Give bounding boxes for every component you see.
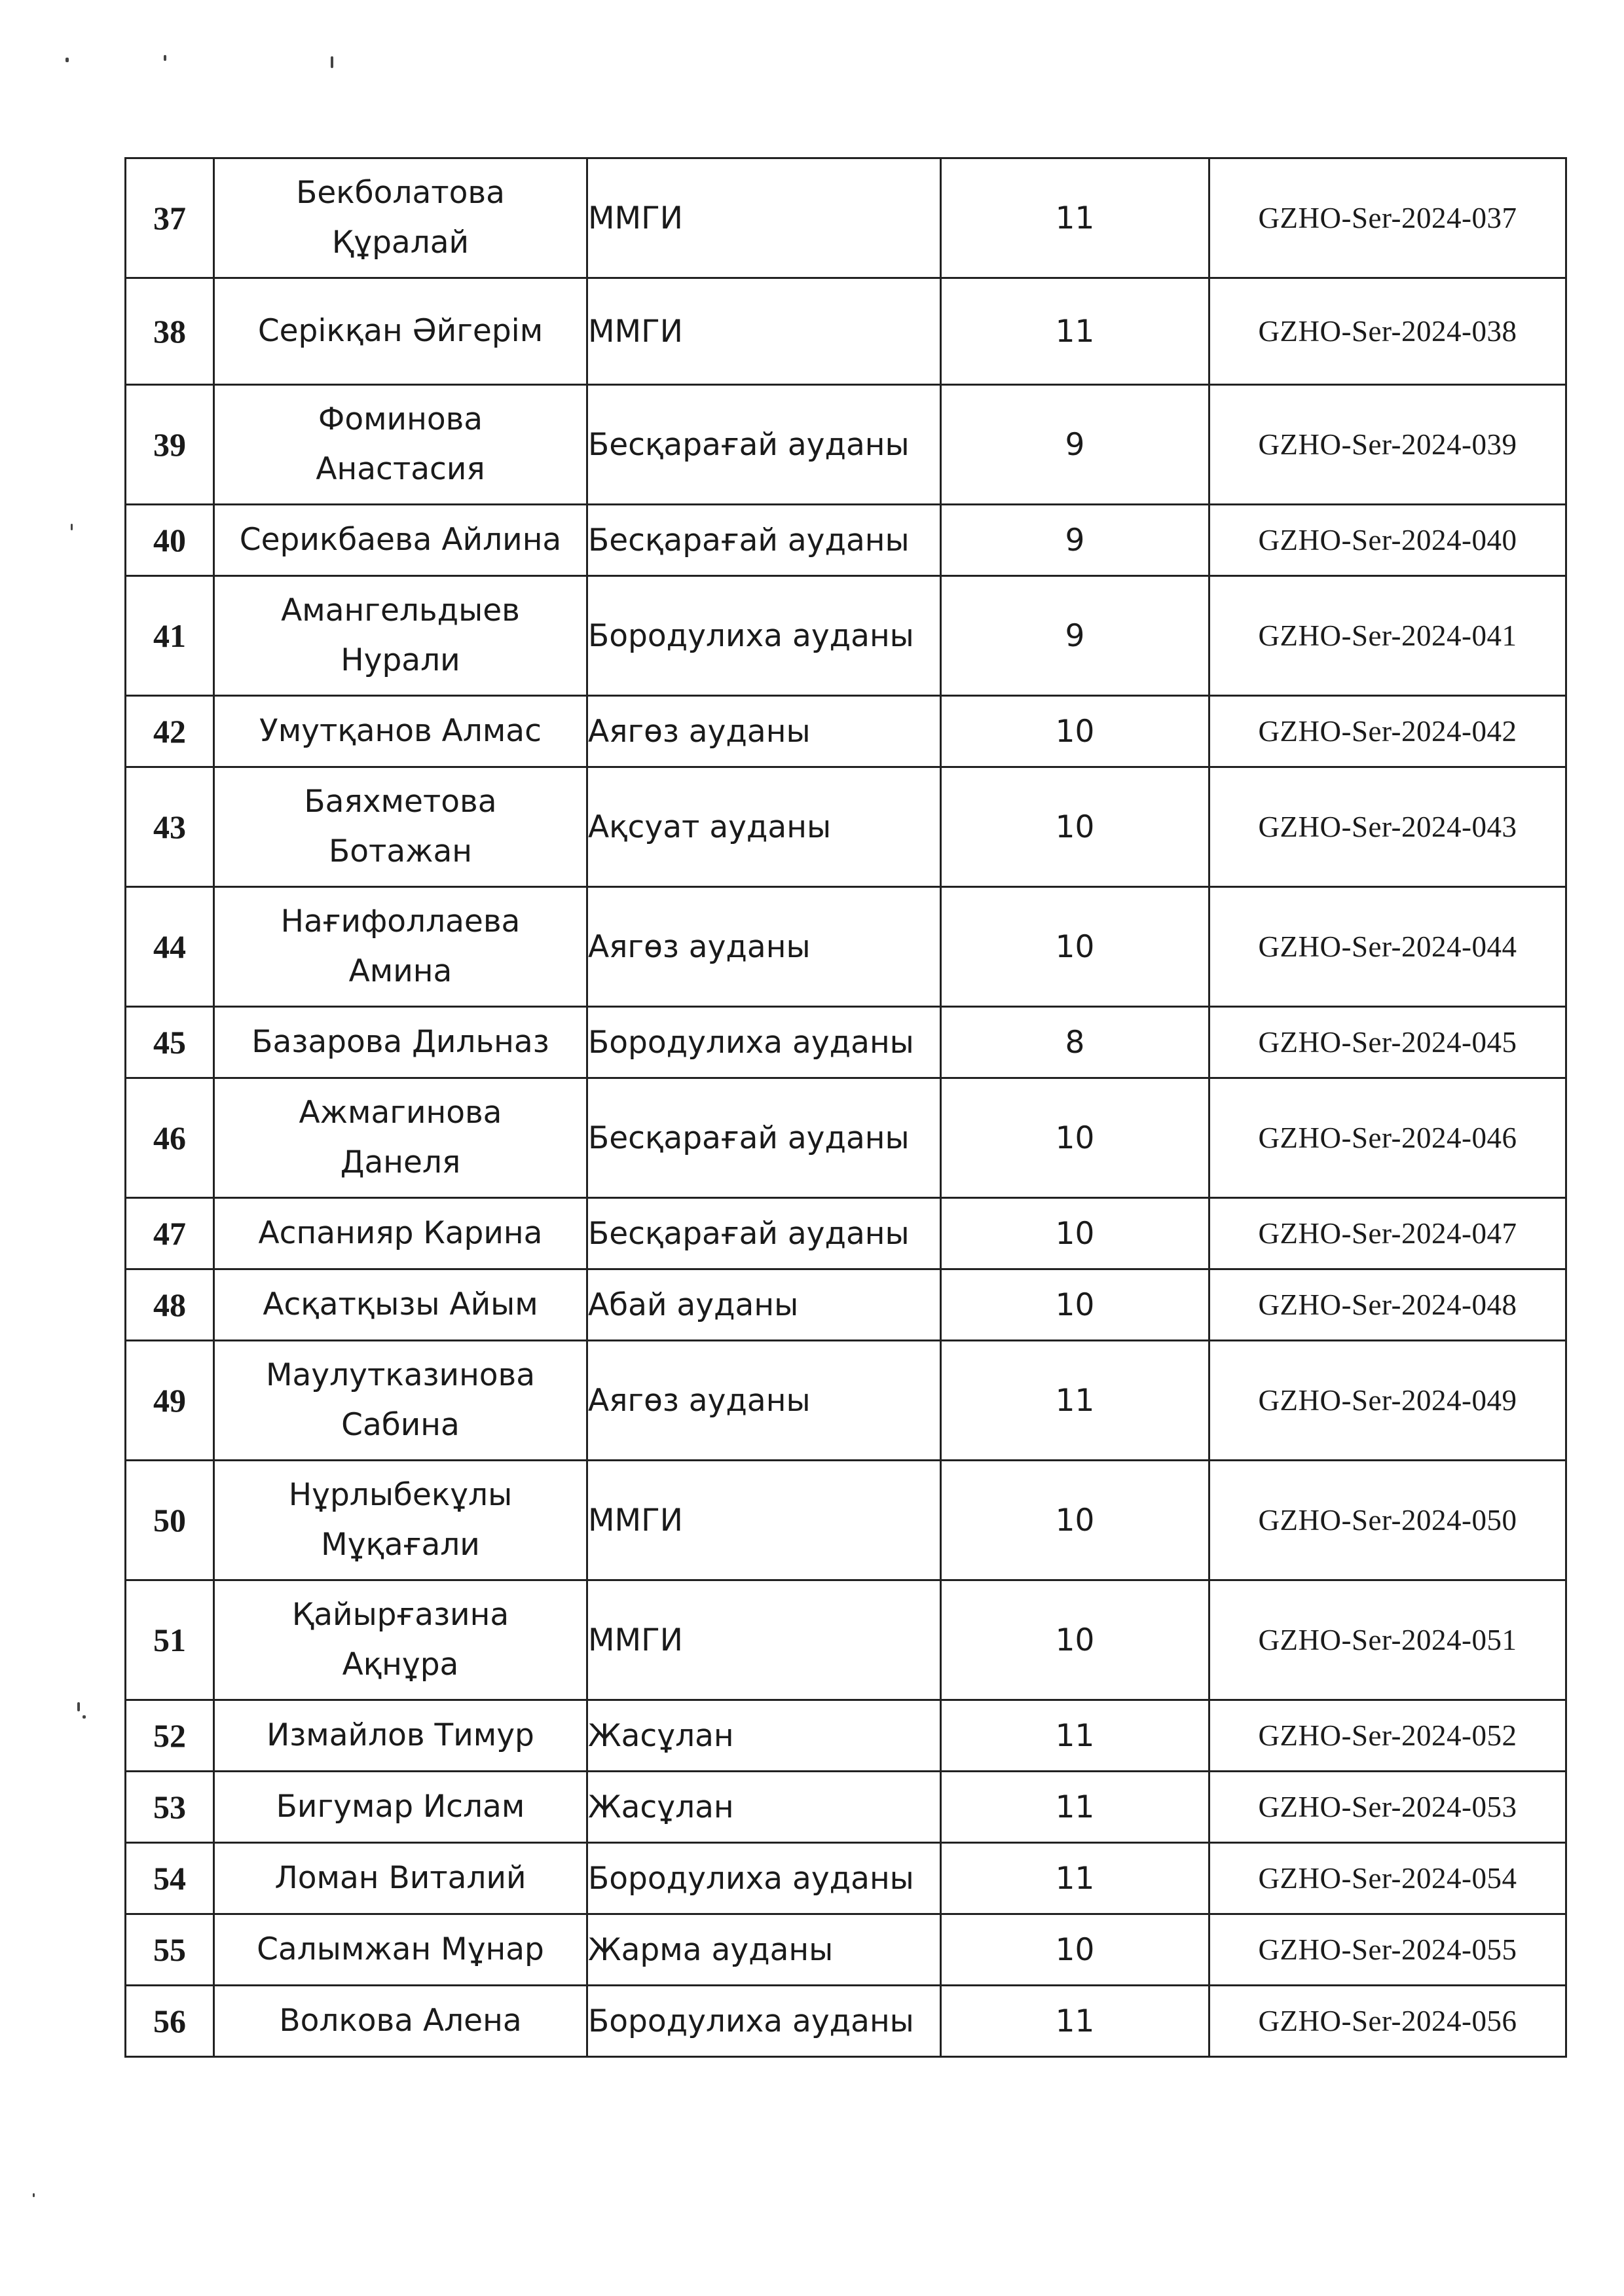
row-number: 42	[126, 696, 214, 767]
scan-speck	[33, 2193, 35, 2197]
registration-code: GZHO-Ser-2024-039	[1209, 385, 1566, 505]
participant-name: Баяхметова Ботажан	[214, 767, 587, 887]
row-number: 51	[126, 1580, 214, 1700]
grade: 11	[941, 158, 1209, 278]
district: Аягөз ауданы	[587, 696, 941, 767]
grade: 10	[941, 1198, 1209, 1269]
participant-name: Амангельдыев Нурали	[214, 576, 587, 696]
participant-name: Асқатқызы Айым	[214, 1269, 587, 1341]
table-row	[126, 1914, 1566, 1986]
participant-name: Серикбаева Айлина	[214, 505, 587, 576]
table-row	[126, 1986, 1566, 2057]
row-number: 40	[126, 505, 214, 576]
scan-speck	[77, 1702, 80, 1711]
row-number: 38	[126, 278, 214, 385]
district: Бесқарағай ауданы	[587, 505, 941, 576]
scan-speck	[83, 1715, 86, 1719]
district: Бородулиха ауданы	[587, 1986, 941, 2057]
participant-name: Бигумар Ислам	[214, 1772, 587, 1843]
grade: 11	[941, 1772, 1209, 1843]
row-number: 52	[126, 1700, 214, 1772]
registration-code: GZHO-Ser-2024-044	[1209, 887, 1566, 1007]
participant-name: Маулутказинова Сабина	[214, 1341, 587, 1461]
registration-code: GZHO-Ser-2024-042	[1209, 696, 1566, 767]
district: Бородулиха ауданы	[587, 576, 941, 696]
row-number: 43	[126, 767, 214, 887]
table-row	[126, 1341, 1566, 1461]
district: Бородулиха ауданы	[587, 1007, 941, 1078]
registration-code: GZHO-Ser-2024-053	[1209, 1772, 1566, 1843]
registration-code: GZHO-Ser-2024-043	[1209, 767, 1566, 887]
row-number: 41	[126, 576, 214, 696]
participant-name: Ажмагинова Данеля	[214, 1078, 587, 1198]
table-row	[126, 1461, 1566, 1580]
participants-table	[124, 157, 1567, 2058]
participant-name: Нағифоллаева Амина	[214, 887, 587, 1007]
scan-speck	[65, 58, 69, 62]
registration-code: GZHO-Ser-2024-052	[1209, 1700, 1566, 1772]
grade: 11	[941, 1700, 1209, 1772]
grade: 11	[941, 1341, 1209, 1461]
registration-code: GZHO-Ser-2024-038	[1209, 278, 1566, 385]
participant-name: Серікқан Әйгерім	[214, 278, 587, 385]
grade: 11	[941, 278, 1209, 385]
grade: 9	[941, 576, 1209, 696]
participant-name: Салымжан Мұнар	[214, 1914, 587, 1986]
table-row	[126, 1700, 1566, 1772]
participant-name: Измайлов Тимур	[214, 1700, 587, 1772]
participant-name: Қайырғазина Ақнұра	[214, 1580, 587, 1700]
row-number: 49	[126, 1341, 214, 1461]
row-number: 53	[126, 1772, 214, 1843]
grade: 10	[941, 1461, 1209, 1580]
row-number: 45	[126, 1007, 214, 1078]
row-number: 44	[126, 887, 214, 1007]
registration-code: GZHO-Ser-2024-046	[1209, 1078, 1566, 1198]
grade: 11	[941, 1843, 1209, 1914]
grade: 8	[941, 1007, 1209, 1078]
grade: 9	[941, 505, 1209, 576]
grade: 10	[941, 1269, 1209, 1341]
grade: 10	[941, 887, 1209, 1007]
participant-name: Фоминова Анастасия	[214, 385, 587, 505]
row-number: 37	[126, 158, 214, 278]
participant-name: Ломан Виталий	[214, 1843, 587, 1914]
registration-code: GZHO-Ser-2024-037	[1209, 158, 1566, 278]
grade: 10	[941, 1078, 1209, 1198]
participant-name: Нұрлыбекұлы Мұқағали	[214, 1461, 587, 1580]
grade: 10	[941, 1914, 1209, 1986]
district: ММГИ	[587, 278, 941, 385]
participant-name: Бекболатова Құралай	[214, 158, 587, 278]
scan-speck	[71, 524, 73, 530]
table-row	[126, 767, 1566, 887]
scan-speck	[331, 56, 333, 68]
table-row	[126, 1843, 1566, 1914]
participant-name: Умутқанов Алмас	[214, 696, 587, 767]
table-row	[126, 887, 1566, 1007]
registration-code: GZHO-Ser-2024-049	[1209, 1341, 1566, 1461]
district: Аягөз ауданы	[587, 1341, 941, 1461]
district: Жасұлан	[587, 1772, 941, 1843]
grade: 10	[941, 1580, 1209, 1700]
table-row	[126, 278, 1566, 385]
district: Бесқарағай ауданы	[587, 385, 941, 505]
row-number: 47	[126, 1198, 214, 1269]
district: Ақсуат ауданы	[587, 767, 941, 887]
scan-speck	[164, 55, 166, 61]
row-number: 46	[126, 1078, 214, 1198]
registration-code: GZHO-Ser-2024-051	[1209, 1580, 1566, 1700]
table-row	[126, 1772, 1566, 1843]
district: ММГИ	[587, 158, 941, 278]
registration-code: GZHO-Ser-2024-040	[1209, 505, 1566, 576]
district: Абай ауданы	[587, 1269, 941, 1341]
table-row	[126, 505, 1566, 576]
table-row	[126, 576, 1566, 696]
table-row	[126, 385, 1566, 505]
district: ММГИ	[587, 1580, 941, 1700]
row-number: 56	[126, 1986, 214, 2057]
district: Жасұлан	[587, 1700, 941, 1772]
registration-code: GZHO-Ser-2024-045	[1209, 1007, 1566, 1078]
table-row	[126, 1269, 1566, 1341]
row-number: 50	[126, 1461, 214, 1580]
participant-name: Аспанияр Карина	[214, 1198, 587, 1269]
table-row	[126, 1198, 1566, 1269]
row-number: 54	[126, 1843, 214, 1914]
table-row	[126, 158, 1566, 278]
registration-code: GZHO-Ser-2024-047	[1209, 1198, 1566, 1269]
table-row	[126, 1580, 1566, 1700]
table-row	[126, 1078, 1566, 1198]
table-row	[126, 696, 1566, 767]
participant-name: Базарова Дильназ	[214, 1007, 587, 1078]
table-row	[126, 1007, 1566, 1078]
registration-code: GZHO-Ser-2024-054	[1209, 1843, 1566, 1914]
registration-code: GZHO-Ser-2024-041	[1209, 576, 1566, 696]
registration-code: GZHO-Ser-2024-056	[1209, 1986, 1566, 2057]
registration-code: GZHO-Ser-2024-050	[1209, 1461, 1566, 1580]
row-number: 48	[126, 1269, 214, 1341]
grade: 9	[941, 385, 1209, 505]
district: Аягөз ауданы	[587, 887, 941, 1007]
district: Бородулиха ауданы	[587, 1843, 941, 1914]
row-number: 39	[126, 385, 214, 505]
registration-code: GZHO-Ser-2024-055	[1209, 1914, 1566, 1986]
row-number: 55	[126, 1914, 214, 1986]
district: ММГИ	[587, 1461, 941, 1580]
grade: 11	[941, 1986, 1209, 2057]
grade: 10	[941, 696, 1209, 767]
registration-code: GZHO-Ser-2024-048	[1209, 1269, 1566, 1341]
district: Жарма ауданы	[587, 1914, 941, 1986]
grade: 10	[941, 767, 1209, 887]
participant-name: Волкова Алена	[214, 1986, 587, 2057]
district: Бесқарағай ауданы	[587, 1198, 941, 1269]
district: Бесқарағай ауданы	[587, 1078, 941, 1198]
